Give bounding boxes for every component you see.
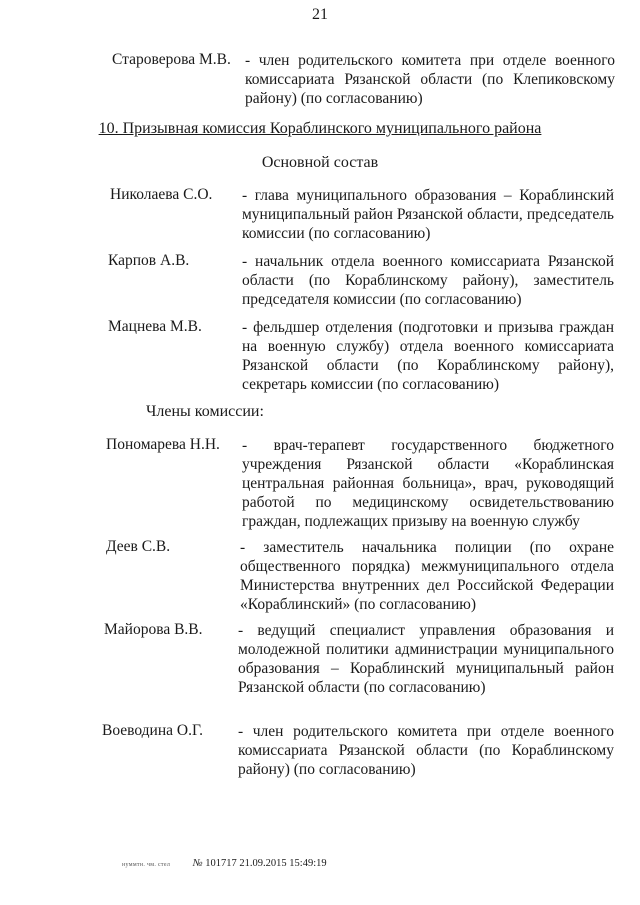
member-role: - врач-терапевт государственного бюджетного учреждения Рязанской области «Кораблинская центральная районная больница», врач, руководящий работой по медицинскому освидетельствованию граждан, подлежащих призыву на военную службу [242, 437, 614, 530]
member-name: Воеводина О.Г. [102, 722, 204, 739]
member-role: - глава муниципального образования – Кораблинский муниципальный район Рязанской области, председатель комиссии (по согласованию) [242, 187, 614, 242]
member-name: Староверова М.В. [112, 51, 231, 68]
member-name: Пономарева Н.Н. [106, 436, 220, 453]
footer-stamp-text: нуммтн. чм. стел [122, 862, 171, 868]
members-label: Члены комиссии: [146, 403, 264, 420]
member-name: Деев С.В. [106, 538, 171, 555]
section-title: 10. Призывная комиссия Кораблинского муниципального района [98, 120, 542, 137]
document-number-mark: № [192, 858, 203, 869]
member-role: - член родительского комитета при отделе военного комиссариата Рязанской области (по Клепиковскому району) (по согласованию) [245, 52, 615, 107]
document-number: 101717 [205, 858, 237, 869]
document-footer [122, 858, 327, 869]
subsection-title: Основной состав [261, 154, 379, 171]
member-role: - начальник отдела военного комиссариата Рязанской области (по Кораблинскому району), заместитель председателя комиссии (по согласованию) [242, 253, 614, 308]
document-datetime: 21.09.2015 15:49:19 [239, 858, 327, 869]
member-role: - заместитель начальника полиции (по охране общественного порядка) межмуниципального отдела Министерства внутренних дел Российской Федерации «Кораблинский» (по согласованию) [240, 539, 614, 613]
member-name: Майорова В.В. [104, 621, 203, 638]
member-name: Николаева С.О. [110, 186, 213, 203]
page-number: 21 [312, 6, 328, 23]
member-role: - член родительского комитета при отделе военного комиссариата Рязанской области (по Кораблинскому району) (по согласованию) [238, 723, 614, 778]
member-role: - фельдшер отделения (подготовки и призыва граждан на военную службу) отдела военного комиссариата Рязанской области (по Кораблинскому району), секретарь комиссии (по согласованию) [242, 319, 614, 393]
member-role: - ведущий специалист управления образования и молодежной политики администрации муниципального образования – Кораблинский муниципальный район Рязанской области (по согласованию) [238, 622, 614, 696]
member-name: Карпов А.В. [108, 252, 190, 269]
member-name: Мацнева М.В. [108, 318, 202, 335]
